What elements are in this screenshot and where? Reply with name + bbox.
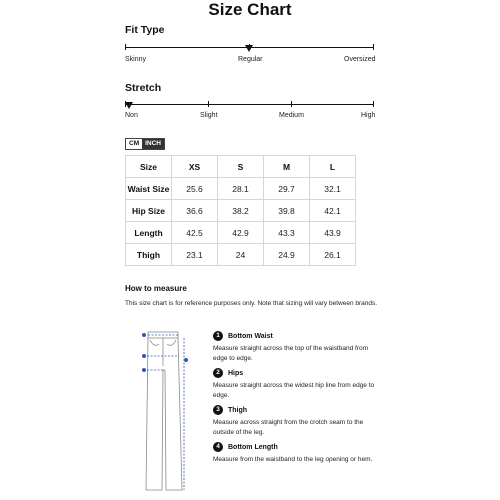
unit-inch-button[interactable]: INCH bbox=[142, 139, 164, 149]
table-row-label: Hip Size bbox=[126, 200, 172, 222]
measure-steps bbox=[213, 330, 383, 469]
stretch-tick bbox=[291, 101, 292, 107]
fit-type-tick bbox=[373, 44, 374, 50]
fit-type-option: Regular bbox=[238, 56, 263, 63]
table-header-cell: Size bbox=[126, 156, 172, 178]
table-header-cell: S bbox=[218, 156, 264, 178]
step-title: Thigh bbox=[228, 406, 248, 414]
step-description: Measure across straight from the crotch seam to the outside of the leg. bbox=[213, 419, 364, 436]
step-title: Bottom Length bbox=[228, 443, 278, 451]
table-cell: 29.7 bbox=[264, 178, 310, 200]
measure-step bbox=[213, 367, 383, 400]
table-row-label: Thigh bbox=[126, 244, 172, 266]
step-description: Measure straight across the widest hip line from edge to edge. bbox=[213, 382, 375, 399]
page-title: Size Chart bbox=[208, 0, 292, 19]
size-table bbox=[125, 155, 356, 266]
table-cell: 43.9 bbox=[310, 222, 356, 244]
stretch-selected-marker bbox=[125, 102, 133, 109]
table-cell: 23.1 bbox=[172, 244, 218, 266]
fit-type-option: Skinny bbox=[125, 56, 147, 63]
table-cell: 39.8 bbox=[264, 200, 310, 222]
stretch-tick bbox=[208, 101, 209, 107]
table-cell: 42.5 bbox=[172, 222, 218, 244]
table-cell: 42.9 bbox=[218, 222, 264, 244]
stretch-tick bbox=[373, 101, 374, 107]
step-number-badge: 1 bbox=[213, 331, 223, 341]
how-to-measure-title: How to measure bbox=[125, 284, 187, 293]
table-cell: 28.1 bbox=[218, 178, 264, 200]
unit-toggle[interactable] bbox=[125, 138, 165, 150]
pants-measure-icon bbox=[140, 330, 190, 495]
table-cell: 43.3 bbox=[264, 222, 310, 244]
stretch-label: Stretch bbox=[125, 82, 162, 94]
stretch-option: Non bbox=[125, 112, 138, 119]
step-number-badge: 3 bbox=[213, 405, 223, 415]
table-cell: 25.6 bbox=[172, 178, 218, 200]
table-cell: 24.9 bbox=[264, 244, 310, 266]
table-cell: 26.1 bbox=[310, 244, 356, 266]
measure-step bbox=[213, 441, 383, 465]
table-row bbox=[126, 222, 356, 244]
measure-step bbox=[213, 330, 383, 363]
stretch-line bbox=[125, 104, 374, 105]
table-header-cell: XS bbox=[172, 156, 218, 178]
table-cell: 38.2 bbox=[218, 200, 264, 222]
fit-type-option: Oversized bbox=[344, 56, 376, 63]
table-cell: 42.1 bbox=[310, 200, 356, 222]
table-row bbox=[126, 200, 356, 222]
table-row bbox=[126, 178, 356, 200]
step-title: Hips bbox=[228, 369, 244, 377]
fit-type-label: Fit Type bbox=[125, 24, 165, 36]
step-title: Bottom Waist bbox=[228, 332, 273, 340]
table-cell: 36.6 bbox=[172, 200, 218, 222]
step-description: Measure straight across the top of the waistband from edge to edge. bbox=[213, 345, 368, 362]
table-cell: 32.1 bbox=[310, 178, 356, 200]
stretch-option: High bbox=[361, 112, 376, 119]
step-number-badge: 4 bbox=[213, 442, 223, 452]
table-header-cell: L bbox=[310, 156, 356, 178]
table-header-row bbox=[126, 156, 356, 178]
fit-type-tick bbox=[125, 44, 126, 50]
table-header-cell: M bbox=[264, 156, 310, 178]
how-to-measure-intro: This size chart is for reference purposes only. Note that sizing will vary between brands. bbox=[125, 300, 378, 307]
table-row-label: Length bbox=[126, 222, 172, 244]
stretch-option: Medium bbox=[279, 112, 304, 119]
step-number-badge: 2 bbox=[213, 368, 223, 378]
table-row bbox=[126, 244, 356, 266]
stretch-option: Slight bbox=[200, 112, 218, 119]
fit-type-selected-marker bbox=[245, 45, 253, 52]
table-cell: 24 bbox=[218, 244, 264, 266]
table-row-label: Waist Size bbox=[126, 178, 172, 200]
step-description: Measure from the waistband to the leg opening or hem. bbox=[213, 456, 373, 463]
unit-cm-button[interactable]: CM bbox=[126, 139, 142, 149]
measure-step bbox=[213, 404, 383, 437]
